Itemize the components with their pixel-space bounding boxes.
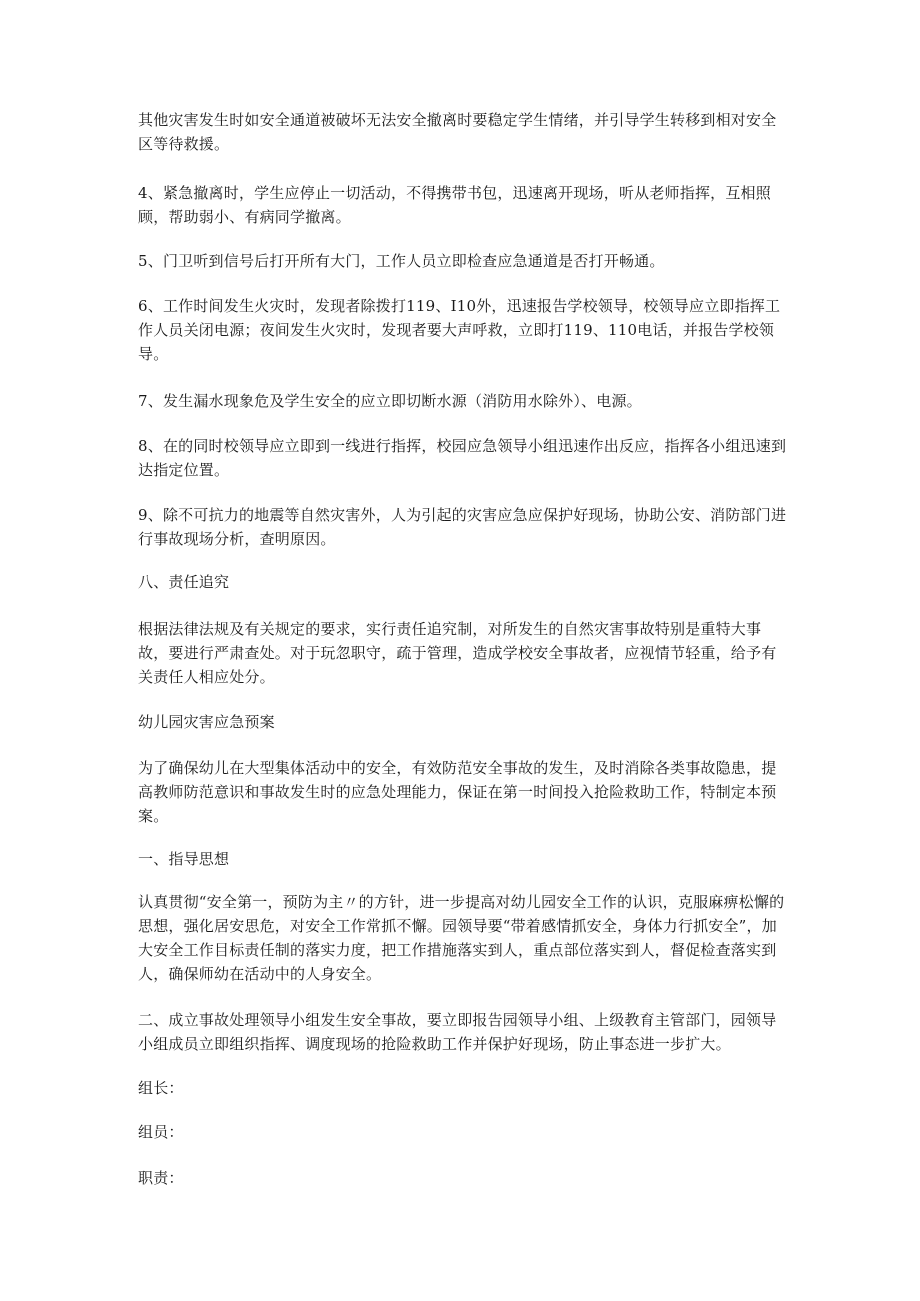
label-group-leader: 组长：	[138, 1079, 184, 1097]
paragraph-item-7: 7、发生漏水现象危及学生安全的应立即切断水源（消防用水除外）、电源。	[138, 392, 642, 410]
paragraph-item-4: 4、紧急撤离时，学生应停止一切活动，不得携带书包，迅速离开现场，听从老师指挥，互相照顾，帮助弱小、有病同学撤离。	[138, 184, 771, 226]
paragraph-guiding-thought: 认真贯彻“安全第一，预防为主〃的方针，进一步提高对幼儿园安全工作的认识，克服麻痹松懈的思想，强化居安思危，对安全工作常抓不懈。园领导要“带着感情抓安全，身体力行抓安全”，加大安全工作目标责任制的落实力度，把工作措施落实到人，重点部位落实到人，督促检查落实到人，确保师幼在活动中的人身安全。	[138, 893, 785, 983]
paragraph-item-8: 8、在的同时校领导应立即到一线进行指挥，校园应急领导小组迅速作出反应，指挥各小组迅速到达指定位置。	[138, 437, 787, 479]
paragraph-plan-purpose: 为了确保幼儿在大型集体活动中的安全，有效防范安全事故的发生，及时消除各类事故隐患，提高教师防范意识和事故发生时的应急处理能力，保证在第一时间投入抢险救助工作，特制定本预案。	[138, 759, 777, 825]
paragraph-item-6: 6、工作时间发生火灾时，发现者除拨打119、I10外，迅速报告学校领导，校领导应立即指挥工作人员关闭电源；夜间发生火灾时，发现者要大声呼救，立即打119、110电话，并报告学校领导。	[138, 297, 781, 363]
heading-guiding-thought: 一、指导思想	[138, 850, 230, 868]
paragraph-item-9: 9、除不可抗力的地震等自然灾害外，人为引起的灾害应急应保护好现场，协助公安、消防部门进行事故现场分析，查明原因。	[138, 506, 787, 548]
heading-responsibility: 八、责任追究	[138, 573, 230, 591]
heading-kindergarten-plan: 幼儿园灾害应急预案	[138, 713, 275, 731]
paragraph-item-5: 5、门卫听到信号后打开所有大门，工作人员立即检查应急通道是否打开畅通。	[138, 252, 665, 270]
paragraph-leadership-group: 二、成立事故处理领导小组发生安全事故，要立即报告园领导小组、上级教育主管部门，园领导小组成员立即组织指挥、调度现场的抢险救助工作并保护好现场，防止事态进一步扩大。	[138, 1011, 777, 1053]
paragraph-evacuation-intro: 其他灾害发生时如安全通道被破坏无法安全撤离时要稳定学生情绪，并引导学生转移到相对安全区等待救援。	[138, 111, 777, 153]
label-duties: 职责：	[138, 1169, 184, 1187]
label-group-members: 组员：	[138, 1123, 184, 1141]
paragraph-responsibility: 根据法律法规及有关规定的要求，实行责任追究制，对所发生的自然灾害事故特别是重特大事故，要进行严肃查处。对于玩忽职守，疏于管理，造成学校安全事故者，应视情节轻重，给予有关责任人相应处分。	[138, 620, 777, 686]
